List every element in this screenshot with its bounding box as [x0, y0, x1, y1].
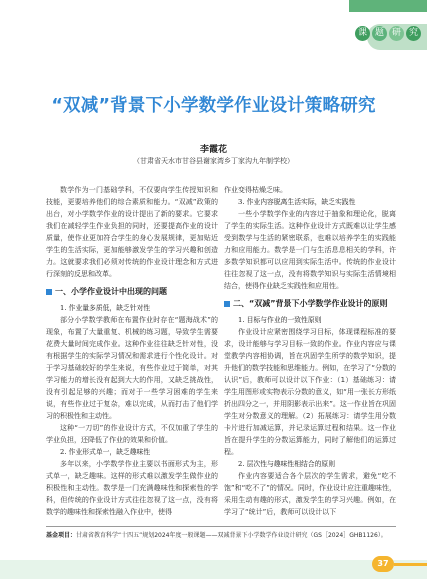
section-heading-text: 一、小学作业设计中出现的问题	[55, 287, 167, 296]
footnote-text: 甘肃省教育科学“十四五”规划2024年度一般课题——双减背景下小学数学作业设计研究（GS［2024］GHB1126）。	[76, 532, 387, 539]
heading-marker	[46, 289, 52, 295]
column-tag-char: 研	[389, 26, 404, 41]
paragraph: 作业设计应紧密围绕学习目标，体现课程标准的要求，设计能够与学习目标一致的作业。作业内容应与课堂教学内容相协调，旨在巩固学生所学的数学知识，提升他们的数学技能和思维能力。例如，在学习了“分数的认识”后，教师可以设计以下作业：（1）基础练习：请学生用图形或实物表示分数的意义，如“用一张长方形纸折出四分之一，并用阴影表示出来”。这一作业旨在巩固学生对分数意义的理解。（2）拓展练习：请学生用分数卡片进行加减运算，并记录运算过程和结果。这一作业旨在提升学生的分数运算能力，同时了解他们的运算过程。	[224, 328, 396, 456]
corner-bar	[349, 0, 427, 12]
footnote	[46, 531, 396, 540]
section-heading	[46, 286, 218, 298]
column-tag-char: 题	[372, 26, 387, 41]
subsection-heading: 1. 目标与作业的一致性原则	[238, 316, 322, 324]
subsection-heading: 3. 作业内容脱离生活实际，缺乏实践性	[238, 198, 356, 206]
article-title: “双减”背景下小学数学作业设计策略研究	[51, 96, 376, 116]
subsection-heading: 1. 作业量多质低，缺乏针对性	[60, 304, 151, 312]
subsection-heading: 2. 层次性与趣味性相结合的原则	[238, 460, 336, 468]
paragraph: 作业内容要适合各个层次的学生需求，避免“吃不饱”和“吃不了”的情况。同时，作业设计应注重趣味性，采用生动有趣的形式，激发学生的学习兴趣。例如，在学习了“统计”后，教师可以设计以下	[224, 472, 396, 516]
column-tag-char: 究	[406, 26, 421, 41]
column-tag-char: 课	[355, 26, 370, 41]
paragraph: 作业变得枯燥乏味。	[224, 186, 287, 194]
subsection-heading: 2. 作业形式单一，缺乏趣味性	[60, 448, 151, 456]
corner-decoration	[349, 0, 427, 62]
paragraph: 这种“一刀切”的作业设计方式，不仅加重了学生的学业负担，还降低了作业的效果和价值。	[46, 424, 218, 444]
left-column	[46, 184, 218, 518]
column-tag	[355, 26, 421, 41]
paragraph: 数学作为一门基础学科，不仅要向学生传授知识和技能，更要培养他们的综合素质和能力。“双减”政策的出台，对小学数学作业的设计提出了新的要求。它要求我们在减轻学生作业负担的同时，还要提高作业的设计质量，使作业更加符合学生的身心发展规律，更加贴近学生的生活实际，更加能够激发学生的学习兴趣和创造力。这就要求我们必须对传统的作业设计理念和方式进行深刻的反思和改革。	[46, 186, 218, 278]
section-heading	[224, 298, 396, 310]
footnote-label: 基金项目：	[46, 532, 77, 539]
page-number-bar	[394, 563, 427, 566]
section-heading-text: 二、“双减”背景下小学数学作业设计的原则	[233, 299, 388, 308]
author-name: 李霞花	[199, 145, 227, 155]
bottom-bar	[0, 560, 427, 579]
heading-marker	[224, 301, 230, 307]
page-number: 37	[372, 556, 394, 572]
paragraph: 一些小学数学作业的内容过于抽象和理论化，脱离了学生的实际生活。这种作业设计方式既难以让学生感受到数学与生活的紧密联系，也难以培养学生的实践能力和应用能力。数学是一门与生活息息相关的学科，许多数学知识都可以应用到实际生活中。传统的作业设计往往忽视了这一点，没有将数学知识与实际生活情境相结合，使得作业缺乏实践性和应用性。	[224, 210, 396, 290]
author-affiliation: （甘肃省天水市甘谷县谢家湾乡丁家沟九年制学校）	[133, 157, 294, 165]
paragraph: 部分小学数学教师在布置作业时存在“题海战术”的现象，布置了大量重复、机械的练习题，导致学生需要花费大量时间完成作业。这种作业往往缺乏针对性，没有根据学生的实际学习情况和需求进行个性化设计。对于学习基础较好的学生来说，有些作业过于简单，对其学习能力的增长没有起到大大的作用，又缺乏挑战性，没有引起足够的兴趣；而对于一些学习困难的学生来说，有些作业过于复杂，难以完成，从而打击了他们学习的积极性和主动性。	[46, 316, 218, 420]
paragraph: 多年以来，小学数学作业主要以书面形式为主，形式单一，缺乏趣味。这样的形式难以激发学生做作业的积极性和主动性。数学是一门充满趣味性和探索性的学科，但传统的作业设计方式往往忽视了这一点，没有将数学的趣味性和探索性融入作业中，使得	[46, 460, 218, 516]
footnote-divider	[46, 526, 396, 527]
right-column	[224, 184, 396, 518]
